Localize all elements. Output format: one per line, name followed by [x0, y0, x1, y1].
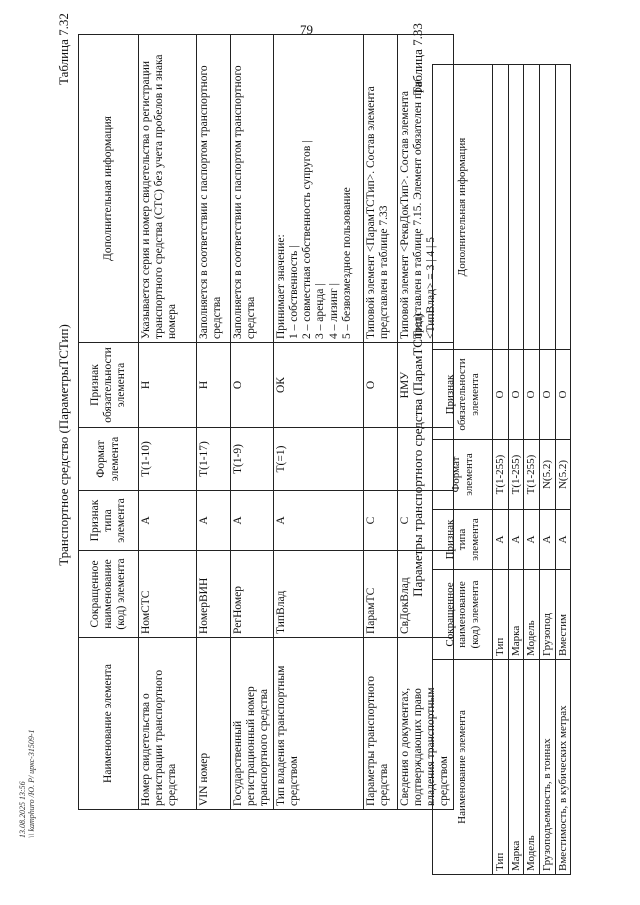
cell-code: НомСТС: [139, 551, 197, 638]
cell-name: Модель: [524, 660, 540, 875]
option-line: 1 – собственность |: [287, 245, 300, 339]
option-line: 5 – безвозмездное пользование: [340, 187, 353, 339]
cell-req: О: [555, 350, 571, 440]
table-row: [508, 65, 524, 875]
header-cell: Признак типа элемента: [79, 491, 139, 551]
table1: [78, 34, 454, 810]
header-cell: Формат элемента: [79, 428, 139, 491]
cell-code: Грузопод: [539, 570, 555, 660]
cell-name: Грузоподъемность, в тоннах: [539, 660, 555, 875]
table-row: [524, 65, 540, 875]
cell-format: Т(1-255): [508, 440, 524, 510]
footer-reference: \\ kamphuro /Ю. Р/ иркс-31509-1: [27, 729, 36, 838]
cell-type: А: [539, 510, 555, 570]
info-line: Принимает значение:: [274, 234, 287, 339]
cell-info: Типовой элемент <ПарамТСТип>. Состав элемента представлен в таблице 7.33: [363, 35, 397, 343]
footer-stamp: [18, 730, 36, 839]
cell-format: [363, 428, 397, 491]
table2-number: Таблица 7.33: [410, 23, 425, 95]
footer-date: 13.08.2025 13:56: [18, 781, 27, 838]
cell-info: Типовой элемент <РеквДокТип>. Состав элемента представлен в таблице 7.15. Элемент обязателен при <ТипВлад> = 3 | 4 | 5: [397, 35, 453, 343]
cell-format: Т(1-10): [139, 428, 197, 491]
cell-info: Заполняется в соответствии с паспортом транспортного средства: [197, 35, 231, 343]
cell-code: НомерВИН: [197, 551, 231, 638]
cell-type: А: [508, 510, 524, 570]
cell-req: Н: [197, 343, 231, 428]
cell-info: [508, 65, 524, 350]
cell-type: А: [231, 491, 274, 551]
table-row: [363, 35, 397, 810]
cell-name: Вместимость, в кубических метрах: [555, 660, 571, 875]
cell-req: НМУ: [397, 343, 453, 428]
table1-number: Таблица 7.32: [56, 13, 71, 85]
cell-info: [555, 65, 571, 350]
table1-title: Транспортное средство (ПараметрыТСТип): [56, 324, 71, 566]
cell-req: О: [493, 350, 509, 440]
table-row: [273, 35, 363, 810]
header-cell: Формат элемента: [433, 440, 493, 510]
table2-header-row: [433, 65, 493, 875]
cell-code: Тип: [493, 570, 509, 660]
cell-info: Заполняется в соответствии с паспортом транспортного средства: [231, 35, 274, 343]
cell-type: А: [273, 491, 363, 551]
cell-name: Тип владения транспортным средством: [273, 638, 363, 810]
cell-format: Т(1-17): [197, 428, 231, 491]
cell-name: Параметры транспортного средства: [363, 638, 397, 810]
cell-code: ПарамТС: [363, 551, 397, 638]
cell-type: А: [555, 510, 571, 570]
cell-code: Марка: [508, 570, 524, 660]
table-row: [231, 35, 274, 810]
cell-type: А: [139, 491, 197, 551]
option-line: 4 – лизинг |: [327, 283, 340, 339]
cell-req: О: [363, 343, 397, 428]
cell-code: РегНомер: [231, 551, 274, 638]
header-cell: Наименование элемента: [79, 638, 139, 810]
cell-type: С: [397, 491, 453, 551]
cell-code: ТипВлад: [273, 551, 363, 638]
table-row: [139, 35, 197, 810]
cell-type: А: [197, 491, 231, 551]
cell-name: Сведения о документах, подтверждающих право владения транспортным средством: [397, 638, 453, 810]
table1-header-row: [79, 35, 139, 810]
cell-name: Марка: [508, 660, 524, 875]
cell-name: Государственный регистрационный номер транспортного средства: [231, 638, 274, 810]
cell-req: О: [231, 343, 274, 428]
cell-name: Номер свидетельства о регистрации транспортного средства: [139, 638, 197, 810]
header-cell: Дополнительная информация: [433, 65, 493, 350]
header-cell: Сокращенное наименование (код) элемента: [79, 551, 139, 638]
header-cell: Признак обязательности элемента: [79, 343, 139, 428]
table2-title: Параметры транспортного средства (ПарамТСТип): [410, 313, 425, 597]
header-cell: Признак типа элемента: [433, 510, 493, 570]
cell-format: Т(1-255): [524, 440, 540, 510]
cell-name: Тип: [493, 660, 509, 875]
cell-req: Н: [139, 343, 197, 428]
table-row: [555, 65, 571, 875]
table-row: [539, 65, 555, 875]
table-row: [197, 35, 231, 810]
cell-type: А: [493, 510, 509, 570]
cell-type: С: [363, 491, 397, 551]
cell-code: Модель: [524, 570, 540, 660]
cell-req: ОК: [273, 343, 363, 428]
option-line: 3 – аренда |: [314, 283, 327, 339]
header-cell: Признак обязательности элемента: [433, 350, 493, 440]
cell-format: N(5.2): [539, 440, 555, 510]
cell-info: [539, 65, 555, 350]
page-number: 79: [300, 22, 313, 37]
cell-req: О: [524, 350, 540, 440]
cell-name: VIN номер: [197, 638, 231, 810]
cell-code: СвДокВлад: [397, 551, 453, 638]
option-line: 2 – совместная собственность супругов |: [301, 140, 314, 339]
cell-code: Вместим: [555, 570, 571, 660]
cell-req: О: [508, 350, 524, 440]
header-cell: Дополнительная информация: [79, 35, 139, 343]
cell-format: Т(1-255): [493, 440, 509, 510]
header-cell: Наименование элемента: [433, 660, 493, 875]
cell-format: Т(1-9): [231, 428, 274, 491]
cell-type: А: [524, 510, 540, 570]
cell-format: Т(=1): [273, 428, 363, 491]
cell-format: N(5.2): [555, 440, 571, 510]
cell-info: [524, 65, 540, 350]
cell-info: Указывается серия и номер свидетельства о регистрации транспортного средства (СТС) без учета пробелов и знака номера: [139, 35, 197, 343]
cell-req: О: [539, 350, 555, 440]
cell-info: [493, 65, 509, 350]
table-row: [493, 65, 509, 875]
header-cell: Сокращенное наименование (код) элемента: [433, 570, 493, 660]
cell-info: [273, 35, 363, 343]
table2: [432, 64, 571, 875]
